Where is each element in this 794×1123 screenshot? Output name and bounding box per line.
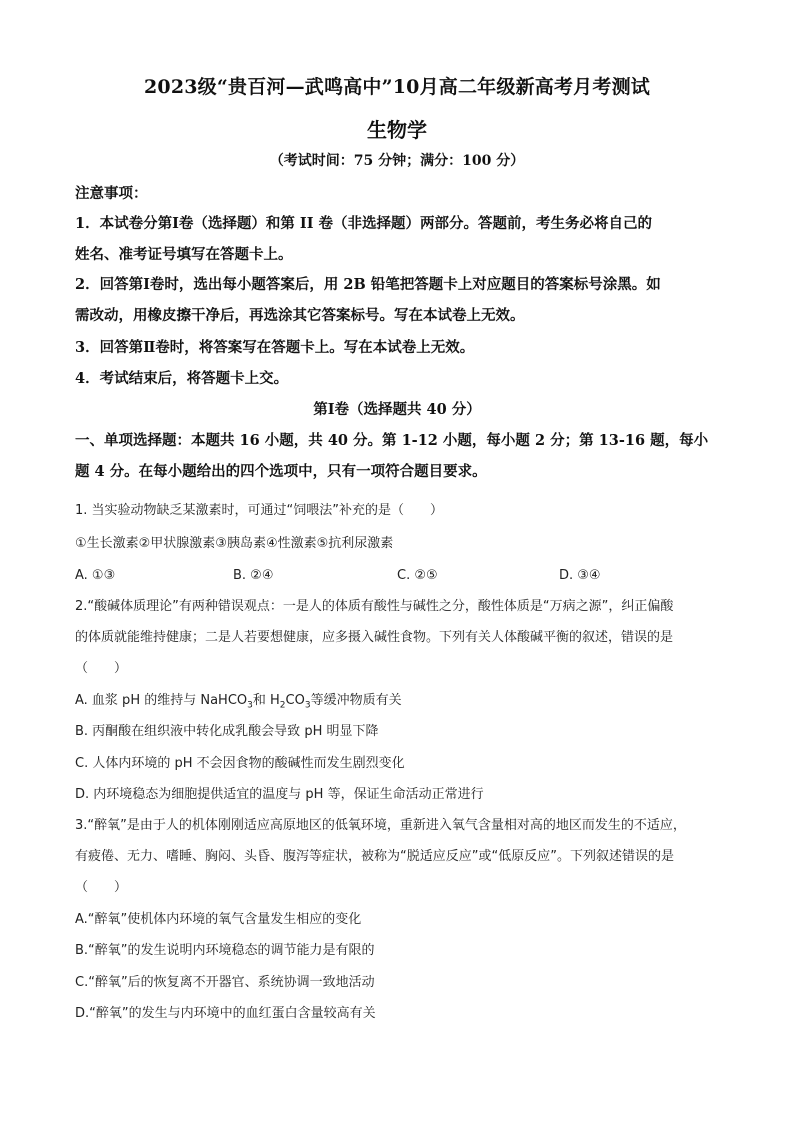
- question-3-stem-line-1: 3.“醉氧”是由于人的机体刚刚适应高原地区的低氧环境，重新进入氧气含量相对高的地区而发生的不适应，: [75, 818, 686, 833]
- question-1-stem: 1. 当实验动物缺乏某激素时，可通过“饲喂法”补充的是（ ）: [75, 503, 444, 518]
- question-3-stem-line-2: 有疲倦、无力、嗜睡、胸闷、头昏、腹泻等症状，被称为“脱适应反应”或“低原反应”。下列叙述错误的是: [75, 849, 674, 864]
- question-3-stem: [75, 810, 720, 903]
- question-2-option-a-text-1: A. 血浆 pH 的维持与 NaHCO: [75, 693, 248, 708]
- question-1-option-c: C. ②⑤: [397, 568, 438, 583]
- question-1-options: [75, 560, 720, 591]
- question-2-option-d: D. 内环境稳态为细胞提供适宜的温度与 pH 等，保证生命活动正常进行: [75, 787, 484, 802]
- question-2-option-b: B. 丙酮酸在组织液中转化成乳酸会导致 pH 明显下降: [75, 724, 379, 739]
- notice-heading: 注意事项：: [75, 185, 148, 202]
- question-3-option-c: C.“醉氧”后的恢复离不开器官、系统协调一致地活动: [75, 975, 375, 990]
- notice-item-2: [75, 269, 720, 331]
- question-3-stem-line-3: （ ）: [75, 880, 128, 895]
- section-1-intro-line-1: 一、单项选择题：本题共 16 小题，共 40 分。第 1-12 小题，每小题 2 分；第 13-16 题，每小: [75, 432, 709, 449]
- section-1-title: 第Ⅰ卷（选择题共 40 分）: [313, 401, 481, 418]
- question-2-option-a-text-4: 等缓冲物质有关: [310, 693, 402, 708]
- question-3-option-a: A.“醉氧”使机体内环境的氧气含量发生相应的变化: [75, 912, 362, 927]
- question-1-items: ①生长激素②甲状腺激素③胰岛素④性激素⑤抗利尿激素: [75, 536, 394, 551]
- notice-item-2-line-1: 2．回答第Ⅰ卷时，选出每小题答案后，用 2B 铅笔把答题卡上对应题目的答案标号涂黑。如: [75, 276, 661, 293]
- notice-item-1: [75, 208, 720, 270]
- question-1-option-d: D. ③④: [559, 568, 601, 583]
- question-2-option-a-text-2: 和 H: [252, 693, 280, 708]
- notice-item-2-line-2: 需改动，用橡皮擦干净后，再选涂其它答案标号。写在本试卷上无效。: [75, 307, 525, 324]
- section-1-intro-line-2: 题 4 分。在每小题给出的四个选项中，只有一项符合题目要求。: [75, 463, 487, 480]
- notice-item-3: 3．回答第Ⅱ卷时，将答案写在答题卡上。写在本试卷上无效。: [75, 339, 475, 356]
- exam-title: 2023级“贵百河—武鸣高中”10月高二年级新高考月考测试: [144, 76, 650, 98]
- question-2-stem-line-2: 的体质就能维持健康；二是人若要想健康，应多摄入碱性食物。下列有关人体酸碱平衡的叙述，错误的是: [75, 630, 674, 645]
- subject-title: 生物学: [367, 118, 427, 142]
- question-2-option-a-sub-1: 3: [247, 700, 253, 711]
- exam-meta: （考试时间：75 分钟；满分：100 分）: [269, 153, 525, 169]
- section-1-intro: [75, 425, 720, 487]
- notice-item-4: 4．考试结束后，将答题卡上交。: [75, 370, 289, 387]
- question-2-option-a-sub-2: 2: [279, 700, 286, 711]
- notice-item-1-line-2: 姓名、准考证号填写在答题卡上。: [75, 246, 293, 263]
- question-2-option-c: C. 人体内环境的 pH 不会因食物的酸碱性而发生剧烈变化: [75, 756, 405, 771]
- question-1-option-a: A. ①③: [75, 568, 116, 583]
- question-2-option-a-sub-3: 3: [304, 700, 311, 711]
- question-3-option-b: B.“醉氧”的发生说明内环境稳态的调节能力是有限的: [75, 943, 375, 958]
- question-1-option-b: B. ②④: [233, 568, 274, 583]
- question-2-stem-line-3: （ ）: [75, 661, 128, 676]
- question-2-option-a-text-3: CO: [285, 693, 305, 708]
- notice-item-1-line-1: 1．本试卷分第Ⅰ卷（选择题）和第 II 卷（非选择题）两部分。答题前，考生务必将自己的: [75, 215, 653, 232]
- question-2-stem: [75, 591, 720, 684]
- question-3-option-d: D.“醉氧”的发生与内环境中的血红蛋白含量较高有关: [75, 1006, 376, 1021]
- question-2-stem-line-1: 2.“酸碱体质理论”有两种错误观点：一是人的体质有酸性与碱性之分，酸性体质是“万病之源”，纠正偏酸: [75, 599, 674, 614]
